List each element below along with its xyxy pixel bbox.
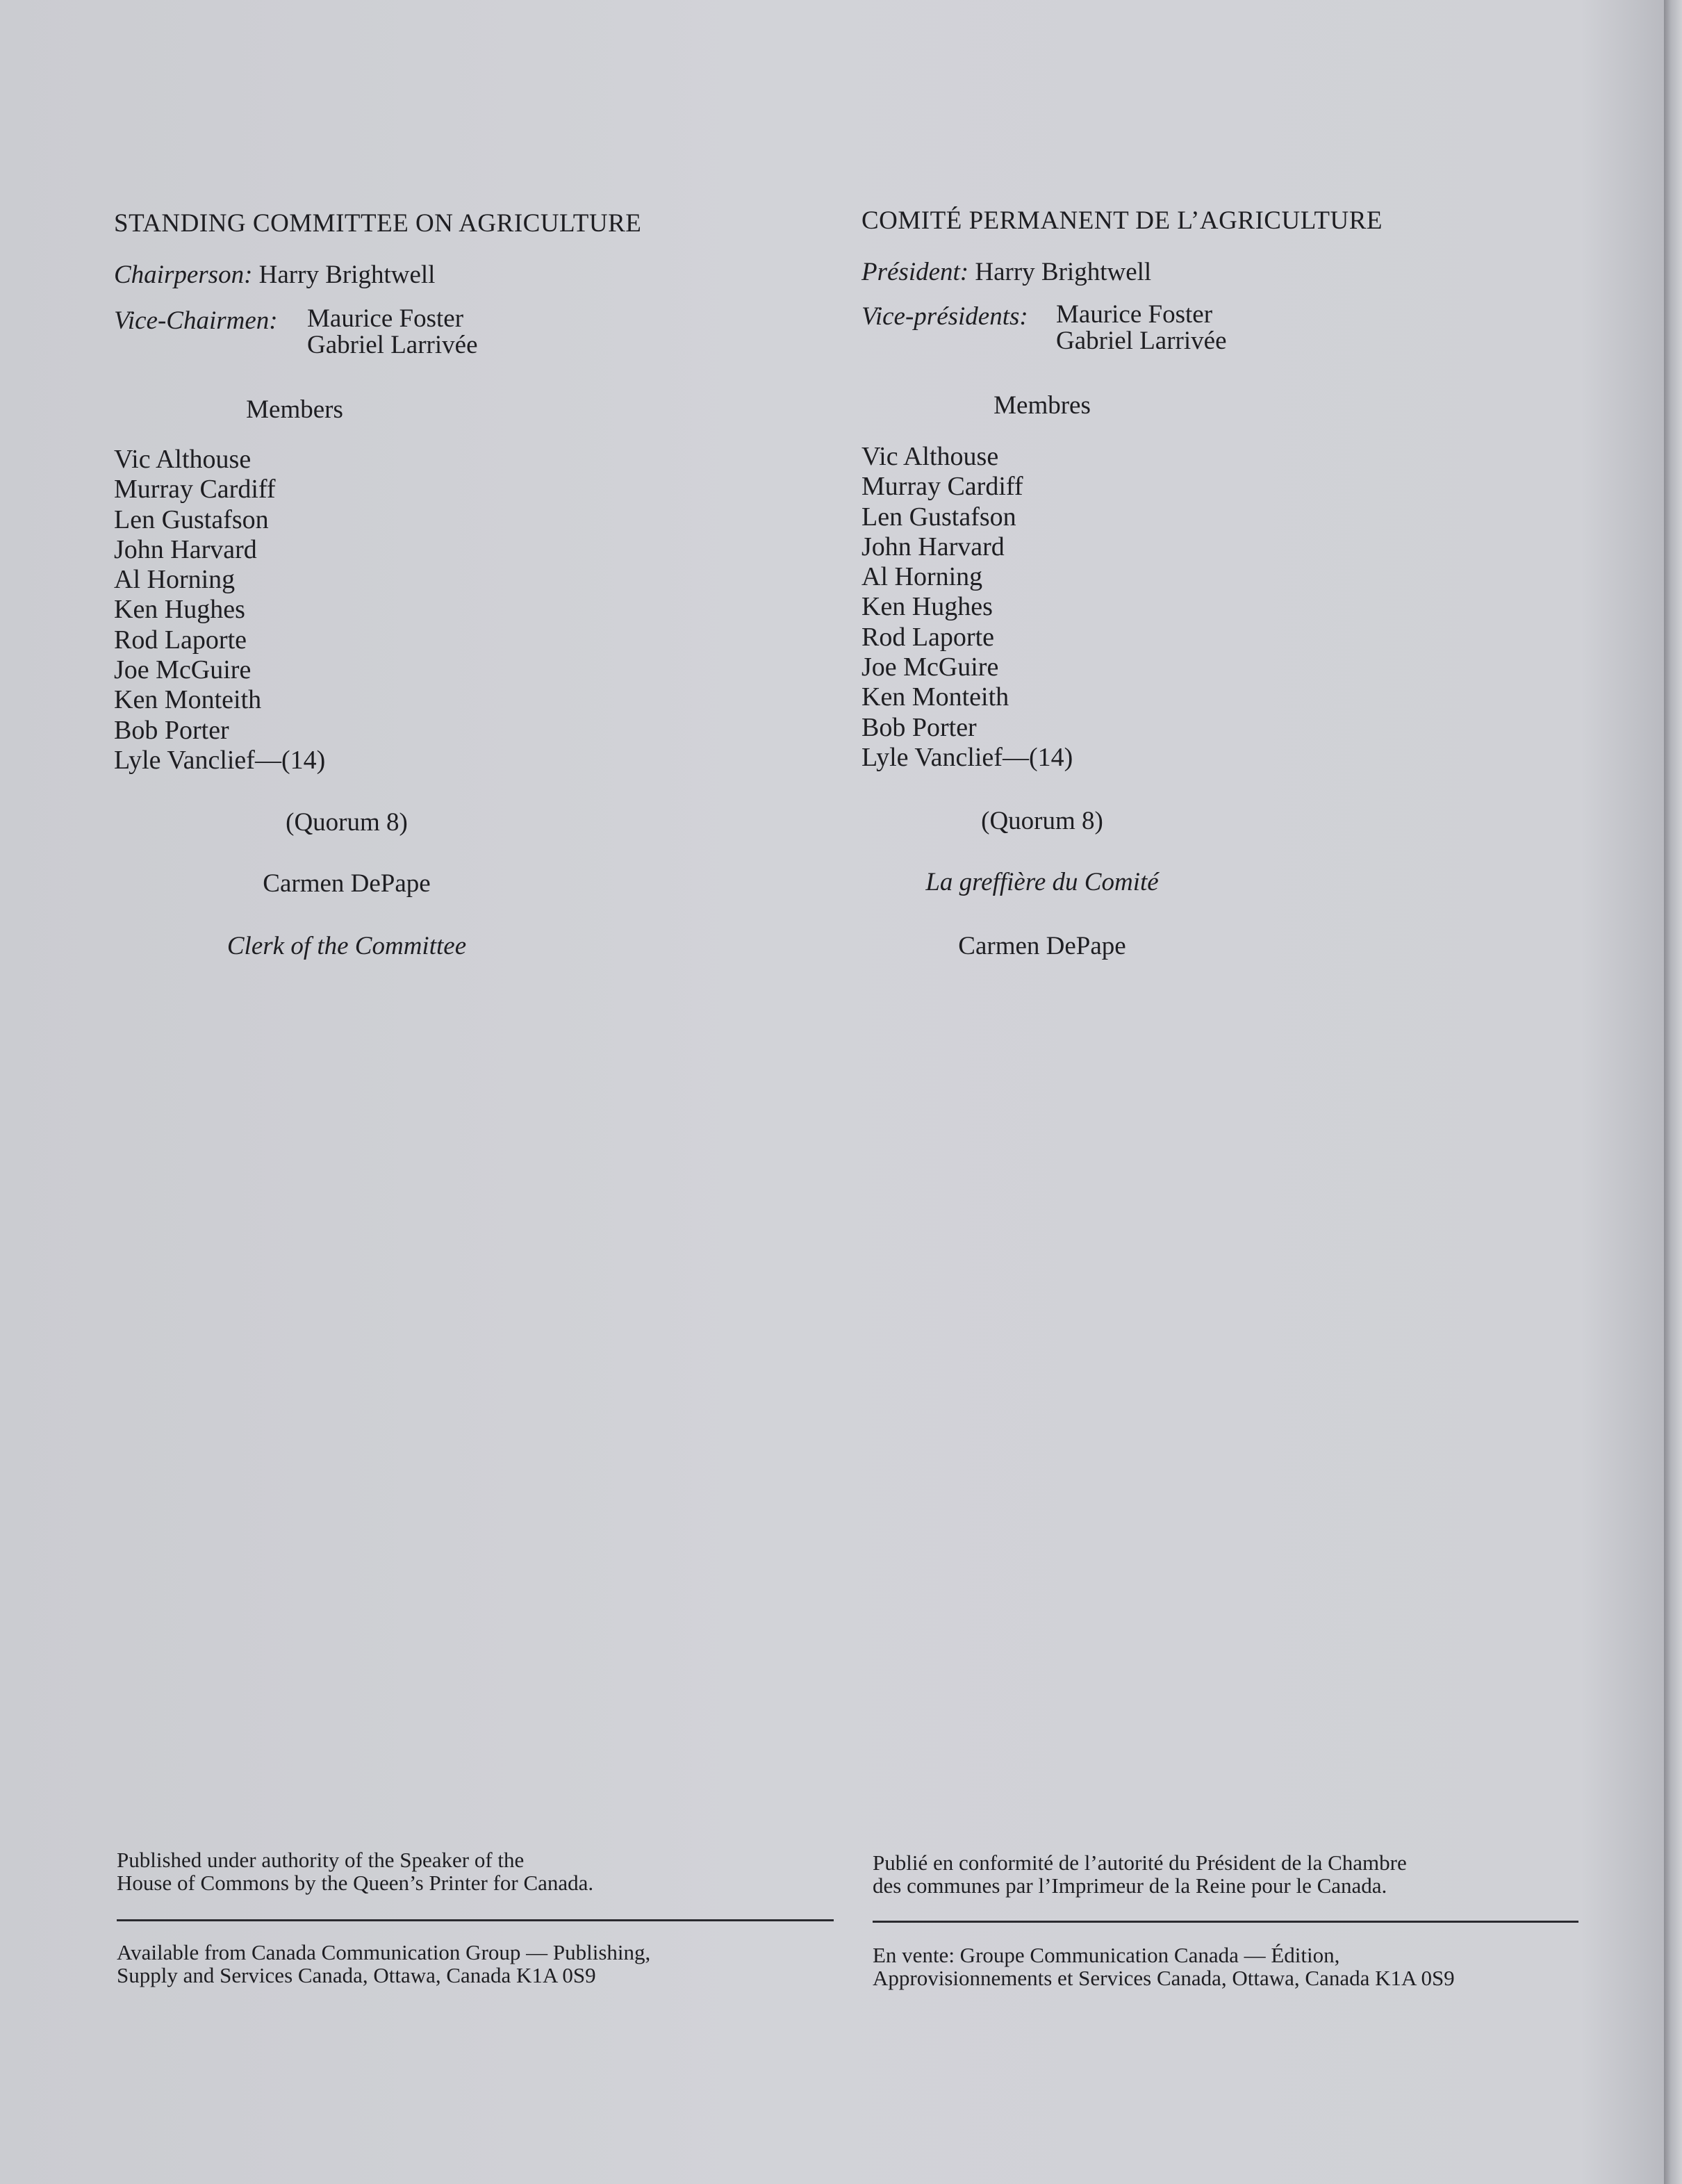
member-name: Joe McGuire — [114, 655, 252, 685]
member-name: John Harvard — [861, 532, 1005, 561]
availability-line: Approvisionnements et Services Canada, Ottawa, Canada K1A 0S9 — [873, 1966, 1455, 1990]
chairperson-name: Harry Brightwell — [258, 261, 436, 289]
chairperson-label: Chairperson: — [114, 261, 253, 289]
member-name: Vic Althouse — [114, 445, 252, 474]
member-name: Ken Hughes — [114, 595, 245, 625]
page-edge — [1664, 0, 1682, 2184]
vice-chairmen-names — [307, 306, 478, 359]
published-line: Publié en conformité de l’autorité du Président de la Chambre — [873, 1850, 1407, 1875]
vice-chairman-name: Maurice Foster — [307, 304, 464, 333]
member-name: Murray Cardiff — [861, 472, 1023, 502]
member-name: John Harvard — [114, 534, 257, 564]
president-line — [861, 257, 1151, 287]
clerk-title: Clerk of the Committee — [226, 932, 467, 960]
availability-notice — [117, 1941, 650, 1987]
quorum-fr: (Quorum 8) — [981, 807, 1103, 835]
members-heading: Members — [246, 395, 343, 424]
availability-notice-fr — [873, 1944, 1455, 1989]
member-name: Joe McGuire — [861, 652, 999, 682]
vice-chairman-name: Gabriel Larrivée — [307, 331, 478, 359]
published-line: Published under authority of the Speaker of the — [117, 1848, 525, 1872]
vice-president-name: Gabriel Larrivée — [1056, 327, 1227, 355]
committee-title-fr: COMITÉ PERMANENT DE L’AGRICULTURE — [861, 206, 1383, 235]
member-name: Lyle Vanclief—(14) — [861, 742, 1073, 772]
availability-line: Supply and Services Canada, Ottawa, Canada K1A 0S9 — [117, 1963, 596, 1987]
member-name: Rod Laporte — [861, 622, 995, 652]
french-column — [861, 0, 1577, 2184]
published-line: House of Commons by the Queen’s Printer for Canada. — [117, 1871, 594, 1895]
vice-presidents-label: Vice-présidents: — [861, 302, 1028, 331]
member-name: Vic Althouse — [861, 442, 999, 471]
vice-presidents-names — [1056, 302, 1227, 354]
availability-line: Available from Canada Communication Group — Publishing, — [117, 1940, 651, 1964]
member-name: Bob Porter — [861, 712, 977, 742]
vice-presidents-line — [861, 302, 1028, 331]
clerk-title-fr: La greffière du Comité — [925, 868, 1159, 896]
member-name: Murray Cardiff — [114, 475, 276, 504]
member-name: Len Gustafson — [861, 502, 1016, 532]
clerk-name-fr: Carmen DePape — [958, 932, 1126, 960]
member-name: Al Horning — [114, 565, 236, 595]
member-name: Ken Monteith — [861, 682, 1009, 712]
member-name: Al Horning — [861, 562, 983, 592]
member-name: Bob Porter — [114, 715, 229, 745]
president-name: Harry Brightwell — [975, 258, 1152, 286]
member-name: Ken Hughes — [861, 592, 993, 622]
member-name: Ken Monteith — [114, 685, 262, 715]
published-notice-fr — [873, 1851, 1407, 1897]
member-name: Lyle Vanclief—(14) — [114, 745, 326, 775]
quorum: (Quorum 8) — [286, 808, 408, 837]
clerk-name: Carmen DePape — [263, 869, 431, 898]
published-line: des communes par l’Imprimeur de la Reine pour le Canada. — [873, 1873, 1387, 1898]
footer-divider — [117, 1919, 834, 1921]
members-list-fr — [861, 442, 1073, 773]
chairperson-line — [114, 260, 435, 290]
vice-president-name: Maurice Foster — [1056, 300, 1213, 329]
president-label: Président: — [861, 258, 969, 286]
committee-title: STANDING COMMITTEE ON AGRICULTURE — [114, 209, 642, 238]
members-heading-fr: Membres — [993, 391, 1091, 420]
vice-chairmen-label: Vice-Chairmen: — [114, 306, 278, 335]
english-column — [114, 0, 809, 2184]
footer-divider-fr — [873, 1921, 1578, 1923]
published-notice — [117, 1848, 593, 1894]
member-name: Rod Laporte — [114, 625, 247, 655]
members-list — [114, 445, 325, 775]
vice-chairmen-line — [114, 306, 278, 336]
member-name: Len Gustafson — [114, 504, 269, 534]
availability-line: En vente: Groupe Communication Canada — Édition, — [873, 1943, 1340, 1967]
